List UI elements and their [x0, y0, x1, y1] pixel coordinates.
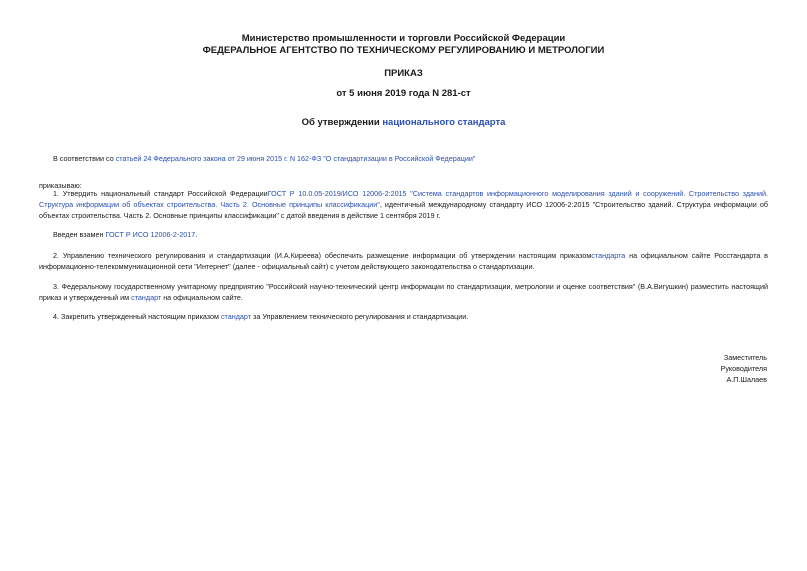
- p4-prefix: 4. Закрепить утвержденный настоящим приказом: [53, 312, 221, 321]
- replace-prefix: Введен взамен: [53, 230, 106, 239]
- p2-prefix: 2. Управлению технического регулирования и стандартизации (И.А.Киреева) обеспечить размещение информации об утверждении настоящим приказом: [53, 251, 592, 260]
- p3-prefix: 3. Федеральному государственному унитарному предприятию "Российский научно-технический центр информации по стандартизации, метрологии и оценке соответствия" (В.А.Вигушкин) разместить настоящий приказ и утвержденный им: [39, 282, 768, 302]
- title-prefix: Об утверждении: [301, 117, 383, 128]
- signature-position-line2: Руководителя: [720, 364, 767, 373]
- document-title: [0, 117, 807, 129]
- paragraph-2: [39, 250, 768, 272]
- signature-position-line1: Заместитель: [723, 353, 767, 362]
- standard-link-p2[interactable]: стандарта: [591, 251, 626, 260]
- p1-suffix: , идентичный международному стандарту ИСО 12006-2:2015 "Строительство зданий. Структура информации об объектах строительства. Часть 2. Основные принципы классификации" с датой введения в действие 1 сентября 2019 г.: [39, 200, 768, 220]
- agency-heading: ФЕДЕРАЛЬНОЕ АГЕНТСТВО ПО ТЕХНИЧЕСКОМУ РЕГУЛИРОВАНИЮ И МЕТРОЛОГИИ: [202, 45, 605, 56]
- paragraph-3: [39, 281, 768, 303]
- gost-r-iso-12006-link[interactable]: ГОСТ Р ИСО 12006-2-2017: [105, 230, 196, 239]
- basis-paragraph: [39, 153, 768, 164]
- p1-prefix: 1. Утвердить национальный стандарт Российской Федерации: [53, 189, 268, 198]
- p2-suffix: на официальном сайте Росстандарта в информационно-телекоммуникационной сети "Интернет" (далее - официальный сайт) с учетом действующего законодательства о стандартизации.: [39, 251, 768, 271]
- standard-link-p3[interactable]: стандарт: [131, 293, 162, 302]
- standard-link-p4[interactable]: стандарт: [220, 312, 252, 321]
- ministry-heading: Министерство промышленности и торговли Российской Федерации: [241, 33, 566, 44]
- replace-paragraph: [39, 229, 768, 240]
- p3-suffix: на официальном сайте.: [161, 293, 243, 302]
- national-standard-link[interactable]: национального стандарта: [382, 117, 506, 128]
- signature-name: А.П.Шалаев: [726, 375, 767, 384]
- paragraph-4: [39, 311, 768, 322]
- document-type-heading: ПРИКАЗ: [384, 68, 423, 79]
- gost-r-10-link[interactable]: ГОСТ Р 10.0.05-2019/ИСО 12006-2:2015 "Система стандартов информационного моделирования зданий и сооружений. Строительство зданий. Структура информации об объектах строительства. Часть 2. Основные принципы классификации": [39, 189, 769, 209]
- date-number-heading: от 5 июня 2019 года N 281-ст: [336, 88, 471, 99]
- paragraph-1: [39, 188, 768, 221]
- signature-block: [721, 352, 767, 385]
- replace-suffix: .: [195, 230, 198, 239]
- p4-suffix: за Управлением технического регулирования и стандартизации.: [251, 312, 469, 321]
- federal-law-link[interactable]: статьей 24 Федерального закона от 29 июня 2015 г. N 162-ФЗ "О стандартизации в Российской Федерации": [115, 154, 476, 163]
- basis-prefix: В соответствии со: [53, 154, 116, 163]
- order-word: приказываю:: [39, 181, 82, 190]
